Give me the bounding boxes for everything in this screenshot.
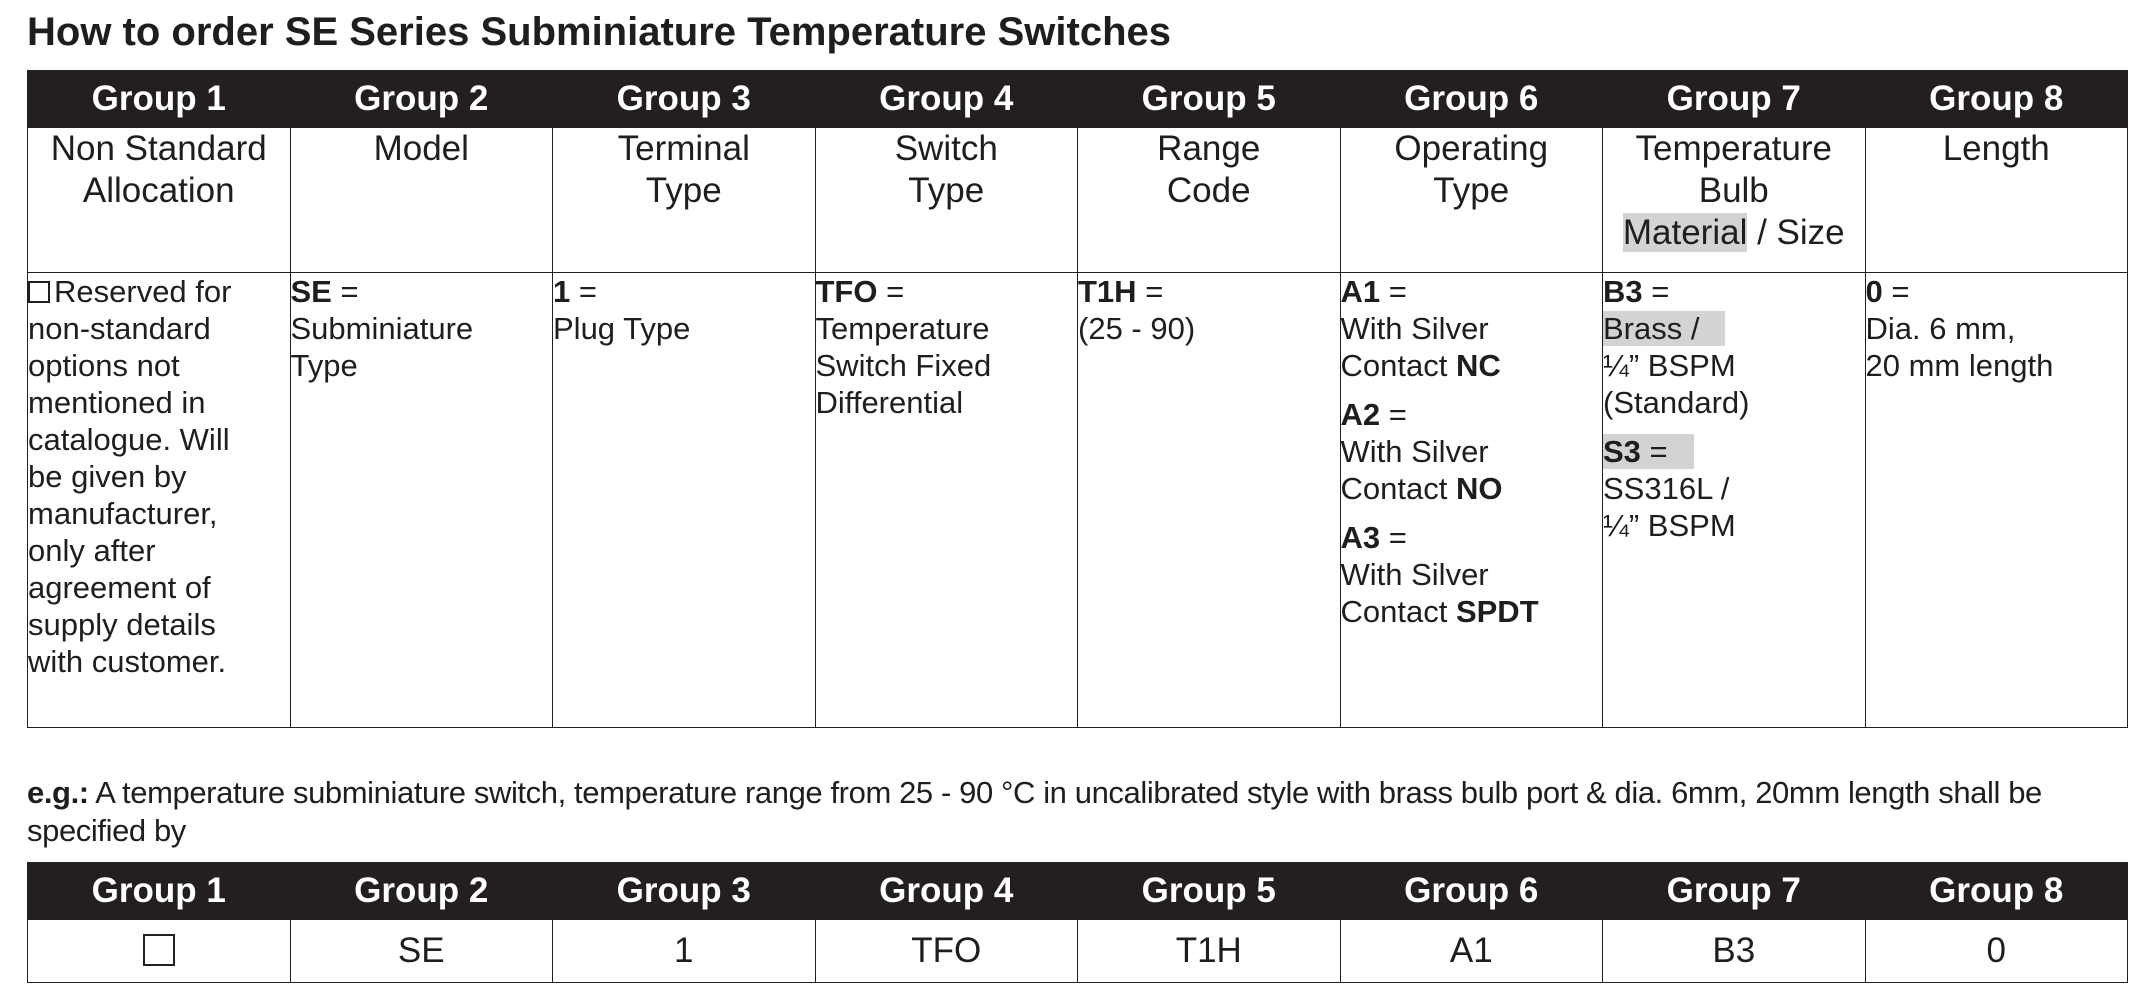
- option-a1: A1 = With Silver Contact NC: [1340, 274, 1501, 383]
- example-group-6-value: A1: [1340, 920, 1603, 983]
- example-group-8-header: Group 8: [1865, 863, 2128, 920]
- group-1-header: Group 1: [28, 71, 291, 128]
- example-group-1-header: Group 1: [28, 863, 291, 920]
- group-4-header: Group 4: [815, 71, 1078, 128]
- option-a2: A2 = With Silver Contact NO: [1340, 397, 1503, 506]
- group-4-options: TFO = Temperature Switch Fixed Differential: [815, 273, 1078, 728]
- option-a3: A3 = With Silver Contact SPDT: [1340, 520, 1539, 629]
- group-5-header: Group 5: [1078, 71, 1341, 128]
- group-8-options: 0 = Dia. 6 mm, 20 mm length: [1865, 273, 2128, 728]
- example-group-5-header: Group 5: [1078, 863, 1341, 920]
- group-1-name: Non Standard Allocation: [28, 128, 291, 273]
- option-s3: S3 = SS316L / ¼” BSPM: [1603, 434, 1736, 543]
- group-2-header: Group 2: [290, 71, 553, 128]
- group-4-name: Switch Type: [815, 128, 1078, 273]
- example-table: [27, 862, 2128, 983]
- example-group-7-value: B3: [1603, 920, 1866, 983]
- example-group-1-value: [28, 920, 291, 983]
- group-8-header: Group 8: [1865, 71, 2128, 128]
- group-3-header: Group 3: [553, 71, 816, 128]
- example-value-row: [28, 920, 2128, 983]
- group-1-options: Reserved for non-standard options not mentioned in catalogue. Will be given by manufacturer, only after agreement of supply details with customer.: [28, 273, 291, 728]
- option-code: 1: [553, 274, 571, 309]
- option-code: SE: [290, 274, 332, 309]
- example-prefix: e.g.:: [27, 775, 89, 810]
- option-code: T1H: [1078, 274, 1137, 309]
- option-b3: B3 = Brass / ¼” BSPM (Standard): [1603, 274, 1750, 420]
- example-group-2-header: Group 2: [290, 863, 553, 920]
- group-6-name: Operating Type: [1340, 128, 1603, 273]
- example-group-4-value: TFO: [815, 920, 1078, 983]
- order-code-table: [27, 70, 2128, 728]
- options-row: [28, 273, 2128, 728]
- example-group-5-value: T1H: [1078, 920, 1341, 983]
- group-2-name: Model: [290, 128, 553, 273]
- example-group-8-value: 0: [1865, 920, 2128, 983]
- group-name-row: [28, 128, 2128, 273]
- group-7-options: [1603, 273, 1866, 728]
- s3-highlight: S3 =: [1603, 434, 1694, 469]
- example-text: [27, 774, 2127, 850]
- example-group-3-value: 1: [553, 920, 816, 983]
- example-group-7-header: Group 7: [1603, 863, 1866, 920]
- example-header-row: [28, 863, 2128, 920]
- option-code: 0: [1865, 274, 1883, 309]
- group-6-options: [1340, 273, 1603, 728]
- group-5-options: T1H = (25 - 90): [1078, 273, 1341, 728]
- example-group-4-header: Group 4: [815, 863, 1078, 920]
- group-2-options: SE = Subminiature Type: [290, 273, 553, 728]
- group-7-header: Group 7: [1603, 71, 1866, 128]
- page-title: How to order SE Series Subminiature Temperature Switches: [27, 10, 1172, 54]
- group-3-options: 1 = Plug Type: [553, 273, 816, 728]
- material-highlight: Material: [1622, 213, 1748, 252]
- group-header-row: [28, 71, 2128, 128]
- example-description: A temperature subminiature switch, temperature range from 25 - 90 °C in uncalibrated style with brass bulb port & dia. 6mm, 20mm length shall be specified by: [27, 775, 2042, 848]
- checkbox-icon: [28, 281, 50, 303]
- brass-highlight: Brass /: [1603, 311, 1725, 346]
- group-8-name: Length: [1865, 128, 2128, 273]
- checkbox-icon: [143, 934, 175, 966]
- group-3-name: Terminal Type: [553, 128, 816, 273]
- example-group-6-header: Group 6: [1340, 863, 1603, 920]
- group-5-name: Range Code: [1078, 128, 1341, 273]
- group-7-name: Temperature Bulb Material / Size: [1603, 128, 1866, 273]
- group-6-header: Group 6: [1340, 71, 1603, 128]
- option-code: TFO: [815, 274, 878, 309]
- example-group-3-header: Group 3: [553, 863, 816, 920]
- example-group-2-value: SE: [290, 920, 553, 983]
